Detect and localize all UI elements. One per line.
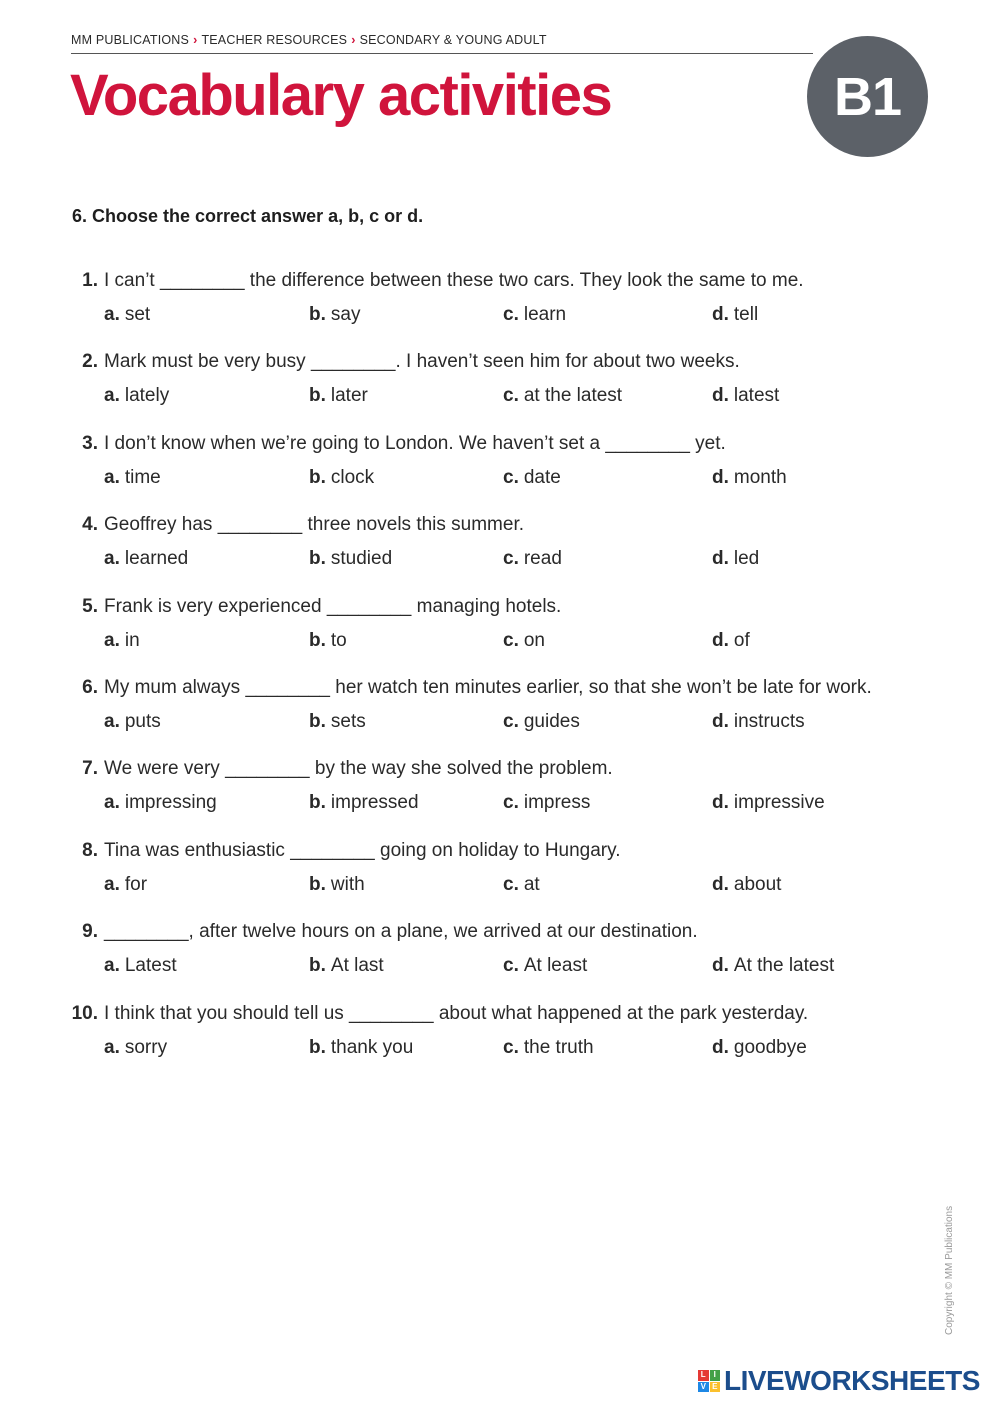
- answer-option[interactable]: [712, 547, 759, 571]
- breadcrumb-item[interactable]: TEACHER RESOURCES: [201, 33, 348, 47]
- answer-option[interactable]: [104, 791, 217, 815]
- option-text: thank you: [330, 1036, 414, 1058]
- option-letter: d.: [712, 304, 729, 325]
- level-badge: B1: [807, 36, 928, 157]
- option-text: with: [330, 873, 365, 895]
- question-number: 1.: [82, 270, 98, 291]
- logo-letter-tile: L: [698, 1370, 709, 1381]
- option-letter: b.: [309, 792, 326, 814]
- question-item: [0, 432, 1000, 513]
- option-text: puts: [124, 710, 161, 732]
- option-letter: a.: [104, 466, 120, 488]
- option-text: impress: [523, 792, 591, 814]
- option-letter: a.: [104, 385, 120, 407]
- option-text: At the latest: [733, 955, 835, 977]
- option-text: tell: [733, 304, 759, 325]
- answer-option[interactable]: [309, 466, 374, 490]
- option-letter: d.: [712, 792, 729, 814]
- option-letter: a.: [104, 710, 120, 732]
- option-letter: d.: [712, 629, 729, 651]
- option-letter: d.: [712, 1036, 729, 1058]
- option-text: led: [733, 548, 760, 570]
- answer-option[interactable]: [104, 629, 140, 653]
- answer-option[interactable]: [712, 384, 779, 408]
- answer-option[interactable]: [309, 547, 392, 571]
- answer-option[interactable]: [309, 710, 366, 734]
- option-letter: c.: [503, 385, 519, 407]
- option-text: time: [124, 466, 161, 488]
- question-text: Geoffrey has ________ three novels this summer.: [104, 514, 525, 536]
- question-number: 3.: [82, 432, 98, 454]
- question-item: [0, 269, 1000, 350]
- option-text: say: [330, 304, 361, 325]
- option-text: impressed: [330, 792, 419, 814]
- answer-option[interactable]: [712, 954, 834, 978]
- option-letter: d.: [712, 955, 729, 977]
- option-letter: a.: [104, 548, 120, 570]
- option-text: read: [523, 548, 562, 570]
- answer-option[interactable]: [712, 791, 825, 815]
- question-number: 4.: [82, 514, 98, 536]
- answer-option[interactable]: [503, 629, 545, 653]
- logo-letter-tile: V: [698, 1382, 709, 1393]
- question-item: [0, 350, 1000, 431]
- answer-option[interactable]: [104, 873, 147, 897]
- option-text: Latest: [124, 955, 177, 977]
- answer-option[interactable]: [309, 791, 419, 815]
- option-letter: b.: [309, 955, 326, 977]
- answer-option[interactable]: [503, 873, 540, 897]
- option-letter: d.: [712, 385, 729, 407]
- option-letter: b.: [309, 873, 326, 895]
- breadcrumb: [71, 33, 813, 54]
- option-letter: d.: [712, 710, 729, 732]
- brand-name: LIVEWORKSHEETS: [724, 1365, 980, 1396]
- answer-option[interactable]: [503, 384, 622, 408]
- answer-option[interactable]: [104, 466, 161, 490]
- option-text: At least: [523, 955, 588, 977]
- option-letter: a.: [104, 955, 120, 977]
- option-letter: b.: [309, 710, 326, 732]
- option-letter: a.: [104, 1036, 120, 1058]
- option-text: studied: [330, 548, 393, 570]
- option-letter: b.: [309, 304, 326, 325]
- option-text: learn: [523, 304, 567, 325]
- option-letter: c.: [503, 304, 519, 325]
- question-item: [0, 757, 1000, 838]
- question-number: 10.: [71, 1002, 98, 1024]
- question-text: Tina was enthusiastic ________ going on holiday to Hungary.: [104, 839, 621, 861]
- option-letter: c.: [503, 792, 519, 814]
- answer-option[interactable]: [503, 791, 590, 815]
- option-letter: d.: [712, 466, 729, 488]
- question-text: My mum always ________ her watch ten minutes earlier, so that she won’t be late for work.: [104, 676, 872, 698]
- answer-option[interactable]: [503, 547, 562, 571]
- question-number: 9.: [82, 921, 98, 943]
- option-letter: a.: [104, 629, 120, 651]
- option-letter: c.: [503, 710, 519, 732]
- answer-option[interactable]: [309, 384, 368, 408]
- option-letter: c.: [503, 629, 519, 651]
- option-text: sorry: [124, 1036, 168, 1058]
- option-letter: b.: [309, 1036, 326, 1058]
- question-list: [0, 269, 1000, 1083]
- chevron-right-icon: ›: [193, 33, 198, 47]
- question-item: [0, 676, 1000, 757]
- option-text: of: [733, 629, 750, 651]
- answer-option[interactable]: [712, 629, 750, 653]
- question-item: [0, 513, 1000, 594]
- question-item: [0, 1002, 1000, 1083]
- option-text: to: [330, 629, 347, 651]
- option-text: sets: [330, 710, 366, 732]
- answer-option[interactable]: [503, 710, 580, 734]
- answer-option[interactable]: [104, 710, 161, 734]
- question-number: 2.: [82, 351, 98, 373]
- option-letter: b.: [309, 385, 326, 407]
- option-text: later: [330, 385, 368, 407]
- option-letter: c.: [503, 466, 519, 488]
- liveworksheets-logo[interactable]: [698, 1366, 980, 1396]
- option-text: for: [124, 873, 148, 895]
- option-text: at the latest: [523, 385, 623, 407]
- option-letter: b.: [309, 466, 326, 488]
- question-item: [0, 839, 1000, 920]
- answer-option[interactable]: [712, 873, 781, 897]
- answer-option[interactable]: [503, 954, 587, 978]
- breadcrumb-item[interactable]: SECONDARY & YOUNG ADULT: [359, 33, 547, 47]
- option-text: clock: [330, 466, 375, 488]
- question-text: ________, after twelve hours on a plane, we arrived at our destination.: [104, 921, 698, 943]
- question-item: [0, 595, 1000, 676]
- question-text: Frank is very experienced ________ managing hotels.: [104, 595, 562, 617]
- option-letter: d.: [712, 873, 729, 895]
- question-number: 6.: [82, 676, 98, 698]
- option-text: guides: [523, 710, 580, 732]
- option-letter: d.: [712, 548, 729, 570]
- option-text: in: [124, 629, 140, 651]
- answer-option[interactable]: [104, 1036, 167, 1060]
- answer-option[interactable]: [104, 384, 169, 408]
- question-text: I can’t ________ the difference between these two cars. They look the same to me.: [104, 270, 804, 291]
- answer-option[interactable]: [712, 466, 787, 490]
- option-text: the truth: [523, 1036, 594, 1058]
- answer-option[interactable]: [104, 954, 177, 978]
- question-number: 5.: [82, 595, 98, 617]
- question-number: 7.: [82, 758, 98, 780]
- answer-option[interactable]: [712, 303, 758, 327]
- answer-option[interactable]: [104, 547, 188, 571]
- answer-option[interactable]: [309, 954, 384, 978]
- answer-option[interactable]: [712, 1036, 807, 1060]
- option-text: on: [523, 629, 545, 651]
- option-text: month: [733, 466, 787, 488]
- answer-option[interactable]: [104, 303, 150, 327]
- option-text: set: [124, 304, 151, 325]
- copyright-notice: Copyright © MM Publications: [944, 1205, 955, 1335]
- option-text: learned: [124, 548, 189, 570]
- question-number: 8.: [82, 839, 98, 861]
- option-letter: c.: [503, 955, 519, 977]
- option-text: goodbye: [733, 1036, 807, 1058]
- chevron-right-icon: ›: [351, 33, 356, 47]
- question-text: I think that you should tell us ________ about what happened at the park yesterday.: [104, 1002, 809, 1024]
- option-text: date: [523, 466, 561, 488]
- option-text: instructs: [733, 710, 805, 732]
- option-letter: c.: [503, 873, 519, 895]
- question-text: We were very ________ by the way she solved the problem.: [104, 758, 613, 780]
- question-text: Mark must be very busy ________. I haven’t seen him for about two weeks.: [104, 351, 740, 373]
- page-title: Vocabulary activities: [70, 63, 612, 128]
- option-text: about: [733, 873, 782, 895]
- logo-letter-tile: I: [710, 1370, 721, 1381]
- option-text: impressive: [733, 792, 825, 814]
- option-text: impressing: [124, 792, 217, 814]
- liveworksheets-logo-icon: [698, 1370, 720, 1392]
- option-letter: c.: [503, 548, 519, 570]
- answer-option[interactable]: [309, 629, 347, 653]
- option-text: At last: [330, 955, 384, 977]
- answer-option[interactable]: [503, 303, 566, 327]
- answer-option[interactable]: [503, 466, 561, 490]
- answer-option[interactable]: [309, 873, 365, 897]
- option-text: lately: [124, 385, 170, 407]
- question-item: [0, 920, 1000, 1001]
- logo-letter-tile: E: [710, 1382, 721, 1393]
- option-text: at: [523, 873, 540, 895]
- breadcrumb-item[interactable]: MM PUBLICATIONS: [71, 33, 190, 47]
- option-letter: a.: [104, 304, 120, 325]
- option-text: latest: [733, 385, 780, 407]
- option-letter: a.: [104, 792, 120, 814]
- option-letter: b.: [309, 548, 326, 570]
- answer-option[interactable]: [712, 710, 805, 734]
- answer-option[interactable]: [503, 1036, 594, 1060]
- exercise-instruction: 6. Choose the correct answer a, b, c or d.: [72, 206, 424, 226]
- answer-option[interactable]: [309, 1036, 413, 1060]
- question-text: I don’t know when we’re going to London. We haven’t set a ________ yet.: [104, 432, 726, 454]
- option-letter: c.: [503, 1036, 519, 1058]
- option-letter: a.: [104, 873, 120, 895]
- option-letter: b.: [309, 629, 326, 651]
- answer-option[interactable]: [309, 303, 360, 327]
